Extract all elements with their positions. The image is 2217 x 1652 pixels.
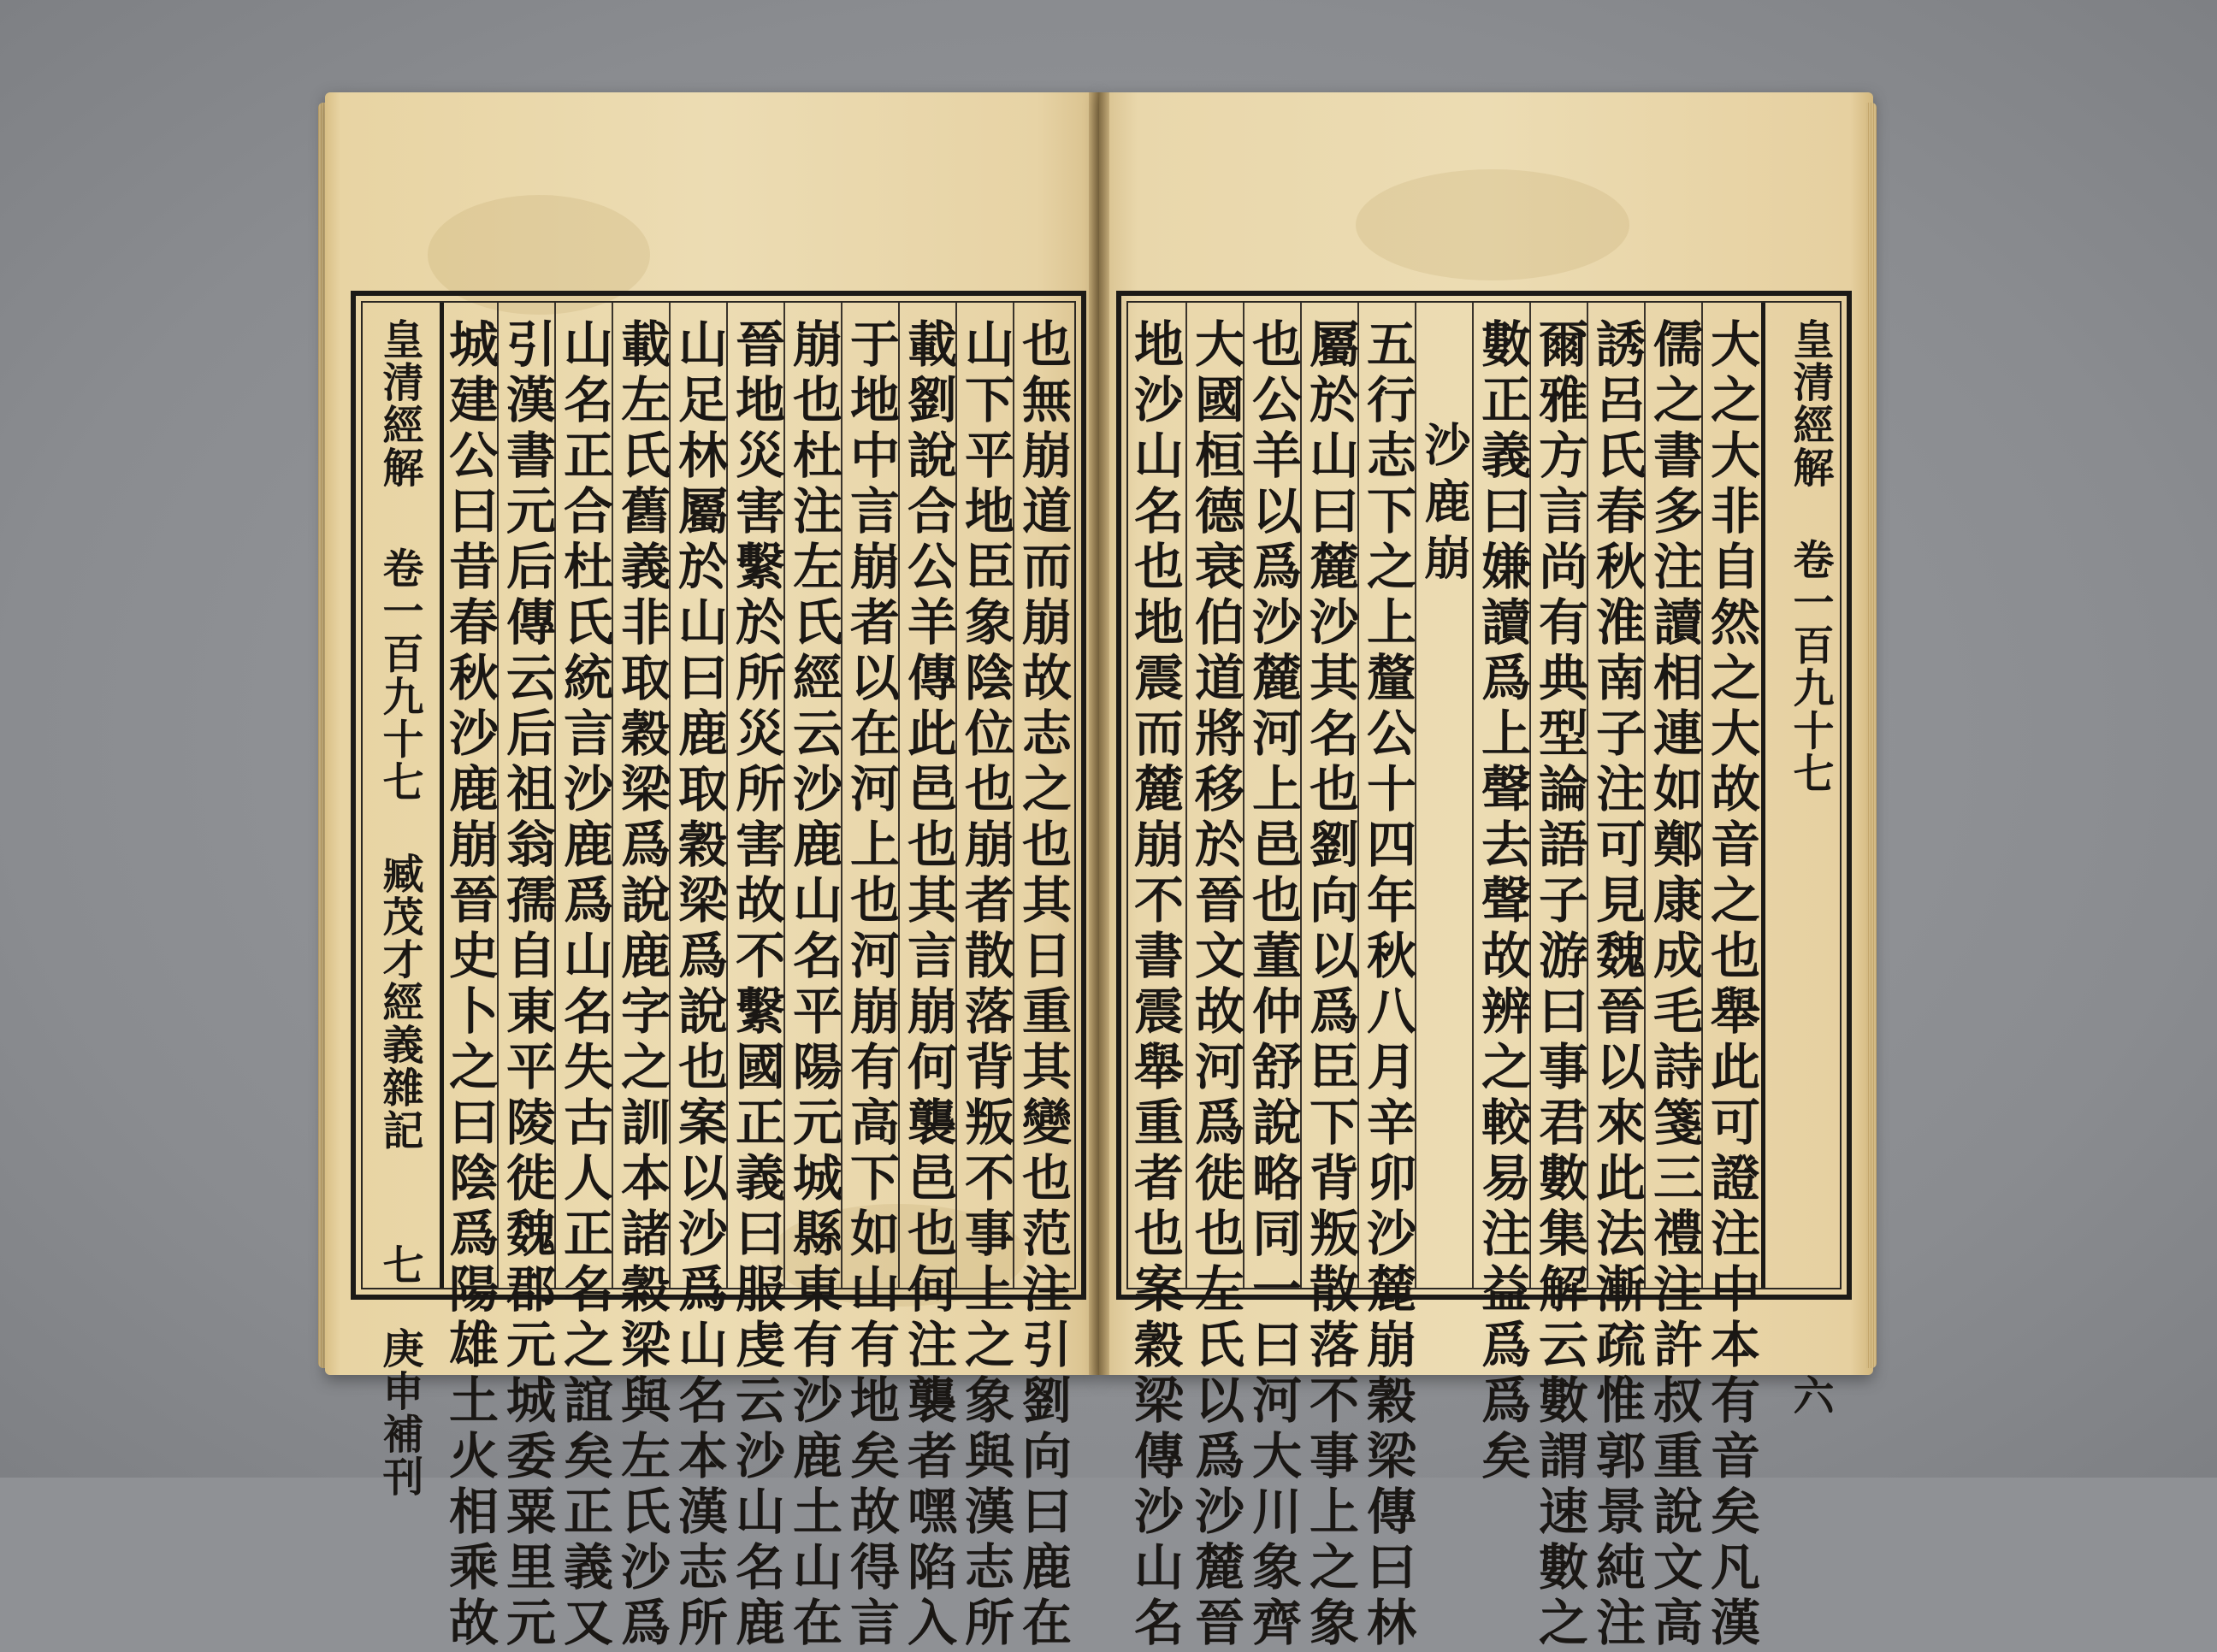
- right-page-frame: [1116, 291, 1852, 1652]
- left-margin-column: [375, 318, 429, 1498]
- margin-note: 庚申補刊: [375, 1326, 423, 1498]
- text-column: 晉地災害繫於所災所害故不繫國正義曰服虔云沙山名鹿: [727, 318, 785, 1652]
- left-page-frame: [351, 291, 1086, 1652]
- text-column: 載劉說合公羊傳此邑也其言崩何襲邑也何注襲者嘿陷入: [899, 318, 957, 1652]
- text-column: 山足林屬於山曰鹿取穀梁爲說也案以沙爲山名本漢志所: [670, 318, 728, 1652]
- text-column: 引漢書元后傳云后祖翁孺自東平陵徙魏郡元城委粟里元: [498, 318, 556, 1652]
- text-column: 載左氏舊義非取穀梁爲說鹿字之訓本諸穀梁與左氏沙爲: [612, 318, 671, 1652]
- margin-author-work: 臧茂才經義雜記: [375, 852, 423, 1152]
- book-gutter: [1089, 92, 1109, 1375]
- text-column: 城建公曰昔春秋沙鹿崩晉史卜之曰陰爲陽雄土火相乘故: [440, 318, 499, 1652]
- margin-leaf-number: 六: [1786, 1373, 1834, 1417]
- text-column: 五行志下之上釐公十四年秋八月辛卯沙麓崩穀梁傳曰林: [1358, 318, 1416, 1652]
- text-column: 屬於山曰麓沙其名也劉向以爲臣下背叛散落不事上之象: [1301, 318, 1359, 1652]
- column-rule: [1761, 303, 1765, 1288]
- text-column: 爾雅方言尚有典型論語子游曰事君數集解云數謂速數之: [1530, 318, 1588, 1652]
- margin-volume: 卷一百九十七: [1786, 538, 1834, 795]
- text-column: 崩也杜注左氏經云沙鹿山名平陽元城縣東有沙鹿土山在: [784, 318, 842, 1652]
- right-margin-column: [1771, 318, 1840, 1417]
- left-text-block: [361, 301, 1076, 1652]
- text-column: 也無崩道而崩故志之也其日重其變也范注引劉向曰鹿在: [1014, 318, 1072, 1652]
- text-column: 地沙山名也地震而麓崩不書震舉重者也案穀梁傳沙山名: [1126, 318, 1184, 1652]
- open-book: [325, 86, 1873, 1652]
- margin-volume: 卷一百九十七: [375, 546, 423, 804]
- page-block-right-edge: [1866, 103, 1877, 1368]
- text-column: 也公羊以爲沙麓河上邑也董仲舒說略同一曰河大川象齊: [1244, 318, 1302, 1652]
- text-column: 數正義曰嫌讀爲上聲去聲故辨之較易注益爲爲矣: [1473, 318, 1531, 1485]
- margin-leaf-number: 七: [375, 1243, 423, 1287]
- paper-stain: [1356, 169, 1629, 280]
- text-column: 山下平地臣象陰位也崩者散落背叛不事上之象與漢志所: [956, 318, 1014, 1652]
- section-heading: 沙鹿崩: [1417, 421, 1472, 590]
- text-column: 于地中言崩者以在河上也河崩有高下如山有地矣故得言: [842, 318, 900, 1652]
- text-column: 誘呂氏春秋淮南子注可見魏晉以來此法漸疏惟郭景純注: [1587, 318, 1646, 1652]
- margin-title: 皇清經解: [1786, 318, 1834, 489]
- text-column: 儒之書多注讀相連如鄭康成毛詩箋三禮注許叔重說文高: [1645, 318, 1703, 1652]
- right-text-block: [1126, 301, 1842, 1652]
- text-column: 大國桓德衰伯道將移於晉文故河爲徙也左氏以爲沙麓晉: [1186, 318, 1244, 1652]
- text-column: 大之大非自然之大故音之也舉此可證注中本有音矣凡漢: [1702, 318, 1760, 1652]
- margin-title: 皇清經解: [375, 318, 423, 489]
- text-column: 山名正合杜氏統言沙鹿爲山名失古人正名之誼矣正義又: [555, 318, 613, 1652]
